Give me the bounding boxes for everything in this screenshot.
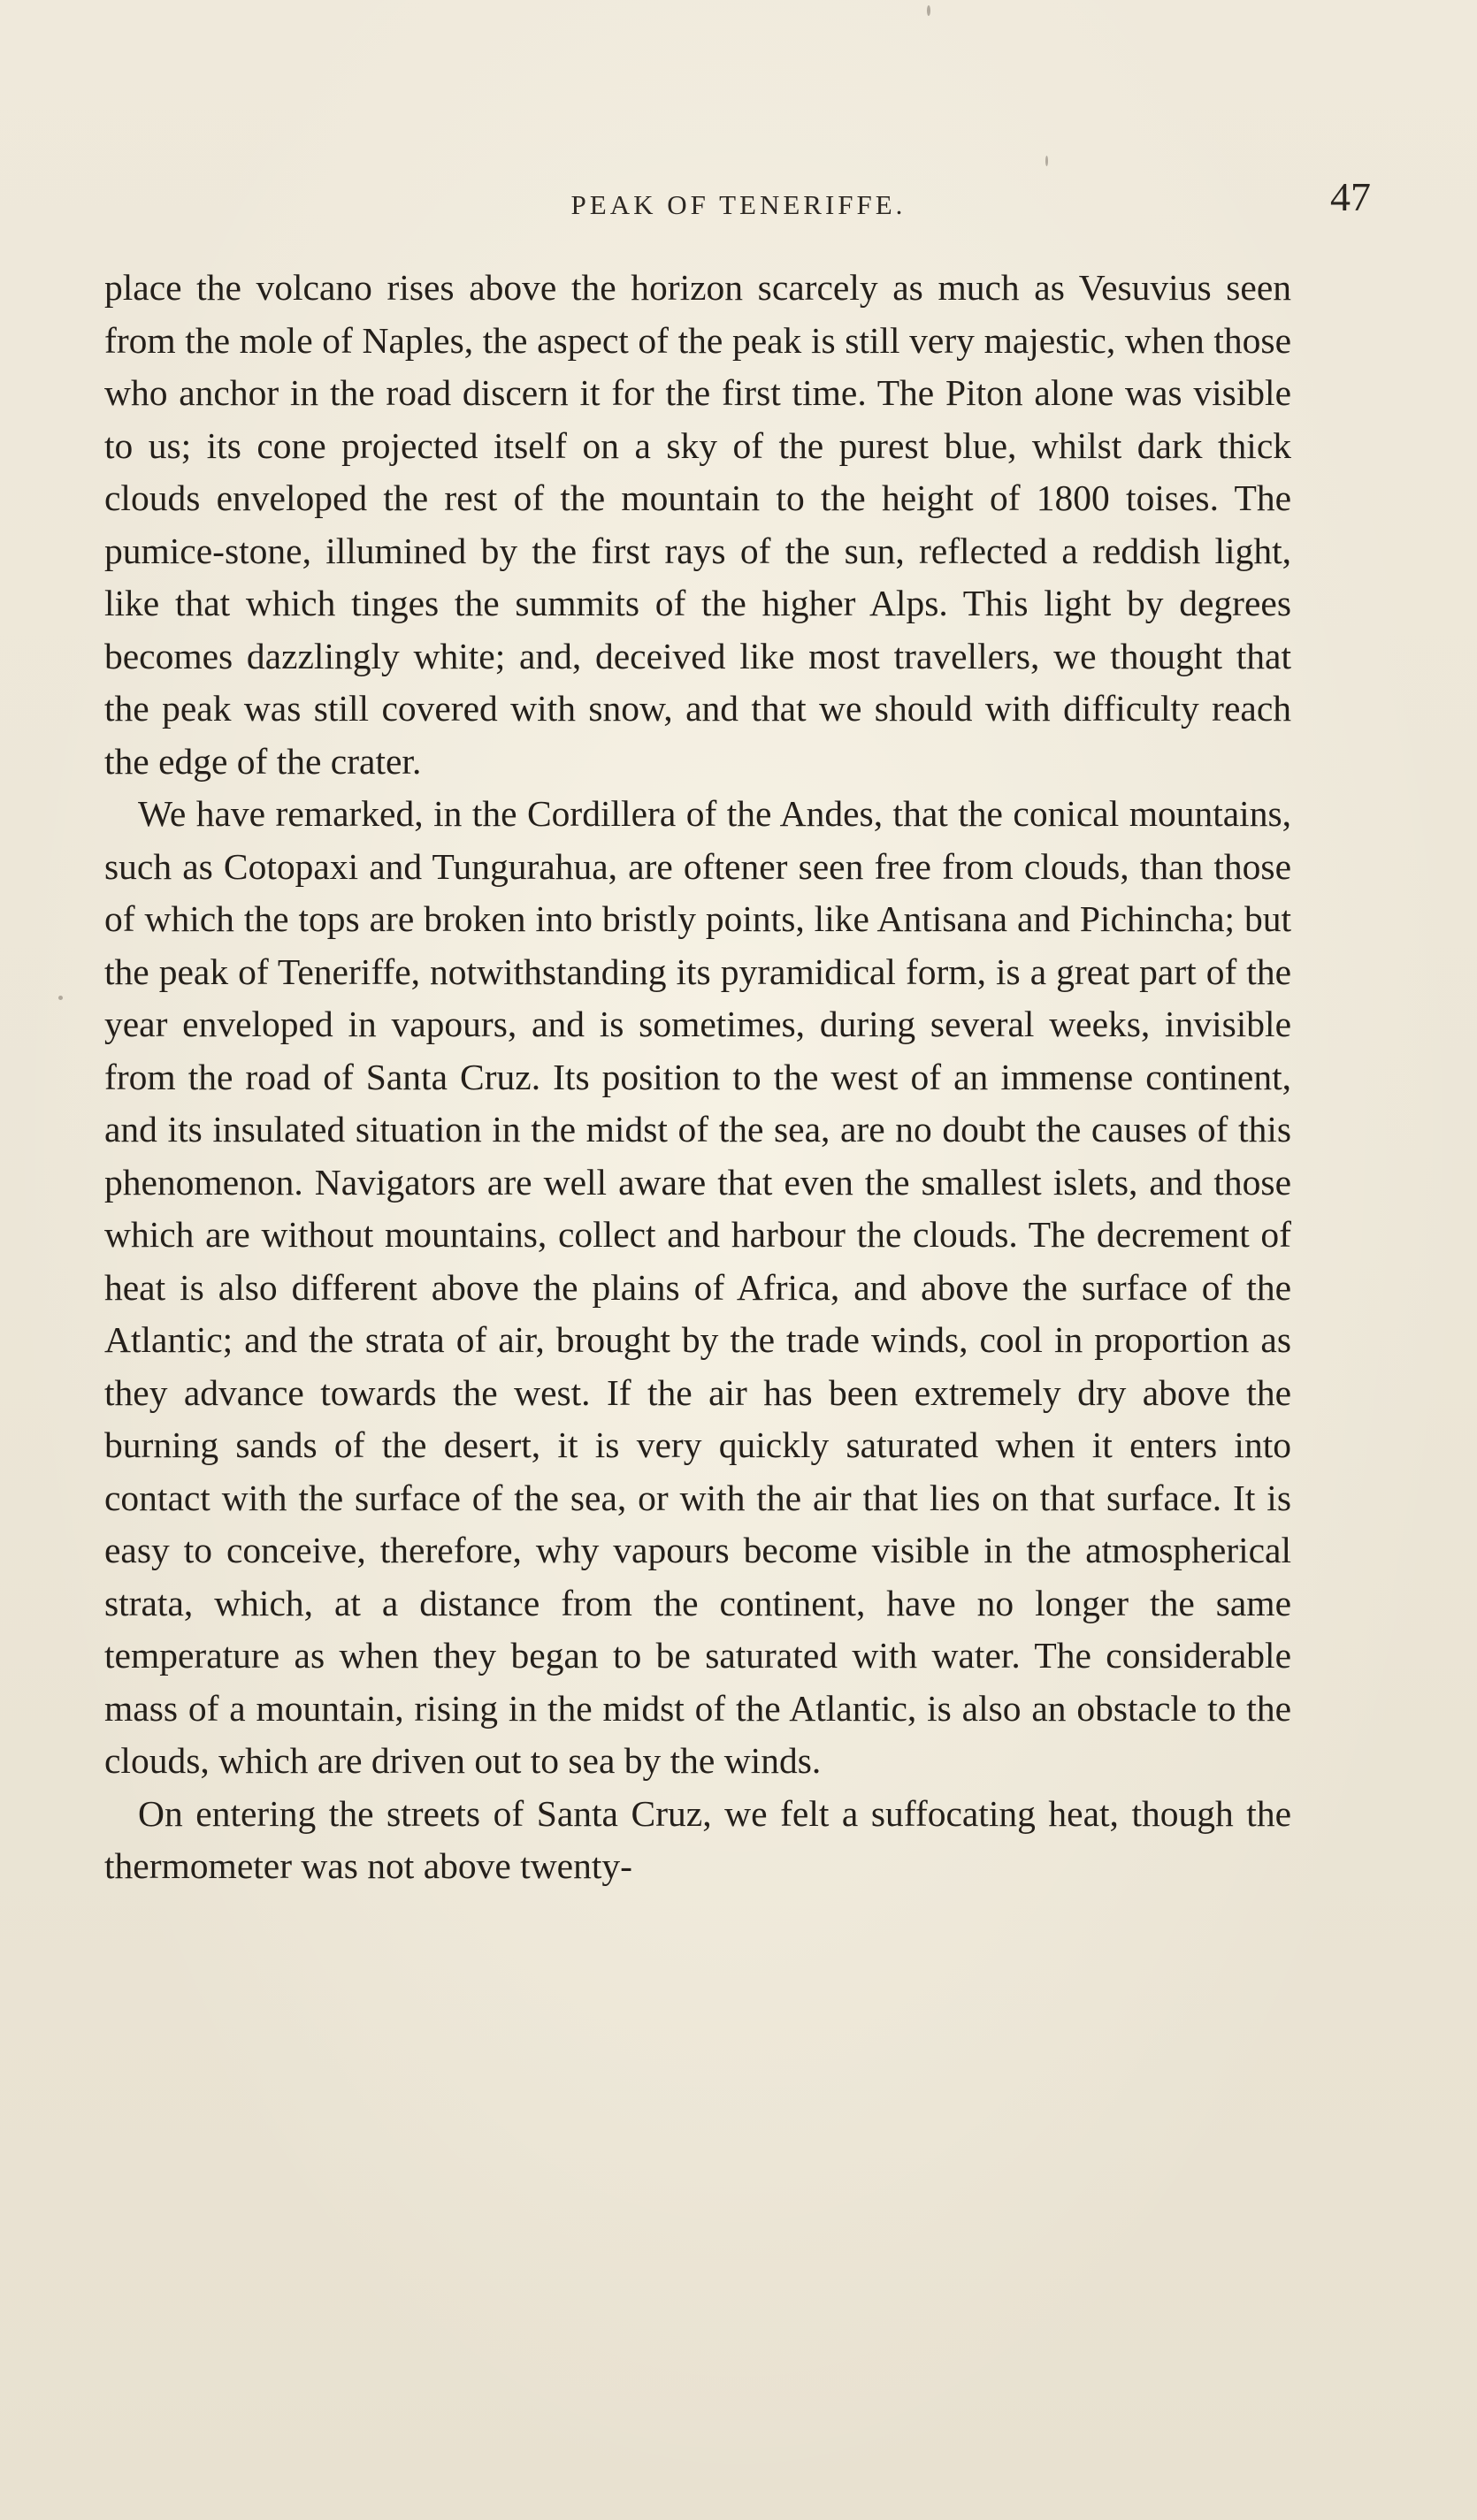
page-number: 47 [1330,174,1371,219]
running-head [106,173,1371,235]
paper-speck [927,5,930,16]
paragraph-santa-cruz: On entering the streets of Santa Cruz, we felt a suffocating heat, though the thermometer was not above twenty- [104,1792,1291,1886]
paper-speck [1045,156,1048,166]
body-text [104,262,1291,1893]
running-title: PEAK OF TENERIFFE. [570,189,907,220]
paper-speck [58,996,63,1000]
paragraph-andes: We have remarked, in the Cordillera of the Andes, that the conical mountains, such as Cotopaxi and Tungurahua, are oftener seen free from clouds, than those of which the tops are broken into bristly points, like Antisana and Pichincha; but the peak of Teneriffe, notwithstanding its pyramidical form, is a great part of the year enveloped in vapours, and is sometimes, during several weeks, invisible from the road of Santa Cruz. Its position to the west of an immense continent, and its insulated situation in the midst of the sea, are no doubt the causes of this phenomenon. Navigators are well aware that even the smallest islets, and those which are without mountains, collect and harbour the clouds. The decrement of heat is also different above the plains of Africa, and above the surface of the Atlantic; and the strata of air, brought by the trade winds, cool in proportion as they advance towards the west. If the air has been extremely dry above the burning sands of the desert, it is very quickly saturated when it enters into contact with the surface of the sea, or with the air that lies on that surface. It is easy to conceive, therefore, why vapours become visible in the atmospherical strata, which, at a distance from the continent, have no longer the same temperature as when they began to be saturated with water. The considerable mass of a mountain, rising in the midst of the Atlantic, is also an obstacle to the clouds, which are driven out to sea by the winds. [104,793,1291,1781]
paragraph-continued: place the volcano rises above the horizon scarcely as much as Vesuvius seen from the mole of Naples, the aspect of the peak is still very majestic, when those who anchor in the road discern it for the first time. The Piton alone was visible to us; its cone projected itself on a sky of the purest blue, whilst dark thick clouds enveloped the rest of the mountain to the height of 1800 toises. The pumice-stone, illumined by the first rays of the sun, reflected a reddish light, like that which tinges the summits of the higher Alps. This light by degrees becomes dazzlingly white; and, deceived like most travellers, we thought that the peak was still covered with snow, and that we should with difficulty reach the edge of the crater. [104,267,1291,782]
